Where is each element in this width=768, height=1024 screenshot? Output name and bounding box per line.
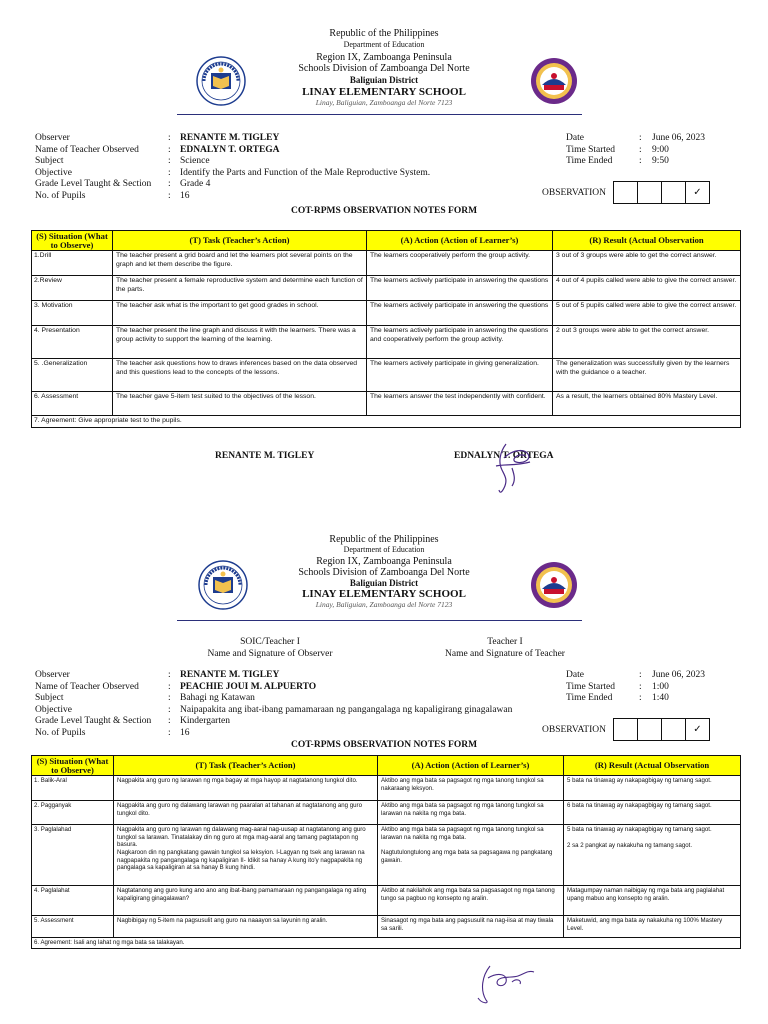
task-header: (T) Task (Teacher’s Action) <box>113 231 367 251</box>
stage-cell: 6. Assessment <box>32 392 113 416</box>
district-line: Baliguian District <box>349 578 419 588</box>
observer-caption <box>180 636 360 660</box>
observation-boxes <box>542 718 710 741</box>
table-row <box>32 825 741 886</box>
observation-box-1[interactable] <box>613 718 638 741</box>
stage-cell: 3. Paglalahad <box>32 825 114 886</box>
republic-line: Republic of the Philippines <box>329 534 439 545</box>
stage-cell: 1.Drill <box>32 251 113 276</box>
subject-value: Science <box>180 156 210 167</box>
action-cell: The learners actively participate in answering the questions and cooperatively perform the group activity. <box>367 326 553 359</box>
task-cell: The teacher ask questions how to draws inferences based on the data observed and this questions lead to the concepts of the lessons. <box>113 359 367 392</box>
pupils-value: 16 <box>180 727 190 738</box>
observer-signature-name: RENANTE M. TIGLEY <box>215 451 315 461</box>
teacher-title: Teacher I <box>487 637 523 647</box>
situation-header: (S) Situation (What to Observe) <box>32 756 114 776</box>
task-cell: The teacher present a grid board and let the learners plot several points on the graph and let them describe the figure. <box>113 251 367 276</box>
result-cell: 3 out of 3 groups were able to get the correct answer. <box>553 251 741 276</box>
school-name: LINAY ELEMENTARY SCHOOL <box>302 86 466 98</box>
objective-value: Identify the Parts and Function of the Male Reproductive System. <box>180 167 431 178</box>
task-paragraph: Nagkaroon din ng pangkatang gawain tungkol sa leksyion. I-Lagyan ng tsek ang larawan na nagpapakita ng pangangalaga ng kapaligiran II- Idikit sa hanay A kung ito'y nagpapakita ng pangalaga sa kapaligiran at sa hanay B kung hindi. <box>117 848 365 872</box>
objective-label: Objective <box>35 704 72 715</box>
school-address: Linay, Baliguian, Zamboanga del Norte 7123 <box>315 600 453 609</box>
action-cell: The learners actively participate in answering the questions <box>367 301 553 326</box>
table-row <box>32 326 741 359</box>
subject-value: Bahagi ng Katawan <box>180 693 255 704</box>
action-header: (A) Action (Action of Learner’s) <box>367 231 553 251</box>
table-header-row <box>32 231 741 251</box>
observation-box-2[interactable] <box>637 181 662 204</box>
date-value: June 06, 2023 <box>652 133 706 143</box>
observation-label: OBSERVATION <box>542 187 606 198</box>
stage-cell: 4. Presentation <box>32 326 113 359</box>
teacher-label: Name of Teacher Observed <box>35 681 139 692</box>
table-row <box>32 276 741 301</box>
pupils-label: No. of Pupils <box>35 190 86 201</box>
table-row <box>32 392 741 416</box>
objective-label: Objective <box>35 167 72 178</box>
time-ended-label: Time Ended <box>566 693 613 704</box>
observation-boxes <box>542 181 710 204</box>
pupils-value: 16 <box>180 190 190 201</box>
deped-seal-icon <box>196 56 246 106</box>
school-address: Linay, Baliguian, Zamboanga del Norte 7123 <box>315 98 453 107</box>
form2-info: Observer : RENANTE M. TIGLEY Name of Teacher Observed : PEACHIE JOUI M. ALPUERTO Subject : Bahagi ng Katawan Objective : Naipapakita ang ibat-ibang pamamaraan ng pangangalaga ng kapaligirang ginagalawan Grade Level Taught & Section : Kindergarten No. of Pupils : 16 <box>35 670 513 738</box>
table-row <box>32 251 741 276</box>
header-rule <box>177 620 582 621</box>
time-ended-label: Time Ended <box>566 156 613 167</box>
grade-label: Grade Level Taught & Section <box>35 179 152 190</box>
task-cell: The teacher present the line graph and discuss it with the learners. There was a group activity to support the learning of the learning. <box>113 326 367 359</box>
form2-title: COT-RPMS OBSERVATION NOTES FORM <box>290 740 478 750</box>
teacher-signature-icon <box>478 440 548 496</box>
region-line: Region IX, Zamboanga Peninsula <box>316 52 452 63</box>
grade-value: Kindergarten <box>180 716 230 727</box>
observation-box-4-checked[interactable]: ✓ <box>685 718 710 741</box>
table-header-row <box>32 756 741 776</box>
form1-title: COT-RPMS OBSERVATION NOTES FORM <box>290 206 478 216</box>
action-cell <box>378 825 564 886</box>
result-paragraph: 5 bata na tinawag ay nakapagbigay ng tamang sagot. <box>567 826 712 834</box>
action-cell: Sinasagot ng mga bata ang pagsusulit na nag-iisa at may tiwala sa sarili. <box>378 916 564 938</box>
agreement-cell: 6. Agreement: Isali ang lahat ng mga bata sa talakayan. <box>32 938 741 949</box>
action-paragraph: Nagtutulongtulong ang mga bata sa pagsagawa ng pangkatang gawain. <box>381 849 553 864</box>
action-header: (A) Action (Action of Learner’s) <box>378 756 564 776</box>
agreement-row <box>32 938 741 949</box>
observer-value: RENANTE M. TIGLEY <box>180 133 280 143</box>
task-cell: Nagbibigay ng 5-item na pagsusulit ang guro na naaayon sa layunin ng aralin. <box>114 916 378 938</box>
teacher-caption <box>420 636 590 660</box>
action-cell: The learners answer the test independently with confident. <box>367 392 553 416</box>
time-started-value: 1:00 <box>652 681 669 692</box>
stage-cell: 5. .Generalization <box>32 359 113 392</box>
task-header: (T) Task (Teacher’s Action) <box>114 756 378 776</box>
observation-box-3[interactable] <box>661 181 686 204</box>
form1-table <box>31 230 741 428</box>
task-cell: The teacher ask what is the important to get good grades in school. <box>113 301 367 326</box>
time-ended-value: 1:40 <box>652 693 669 704</box>
result-cell: 2 out 3 groups were able to get the correct answer. <box>553 326 741 359</box>
stage-cell: 5. Assessment <box>32 916 114 938</box>
time-ended-value: 9:50 <box>652 156 669 167</box>
form1-info: Observer : RENANTE M. TIGLEY Name of Teacher Observed : EDNALYN T. ORTEGA Subject : Science Objective : Identify the Parts and Function of the Male Reproductive System. Grade Level Taught & Section : Grade 4 No. of Pupils : 16 <box>35 133 431 201</box>
table-row <box>32 886 741 916</box>
result-cell: 4 out of 4 pupils called were able to give the correct answer. <box>553 276 741 301</box>
table-row <box>32 801 741 825</box>
pupils-label: No. of Pupils <box>35 727 86 738</box>
task-cell: The teacher gave 5-item test suited to the objectives of the lesson. <box>113 392 367 416</box>
time-started-label: Time Started <box>566 681 615 692</box>
date-label: Date <box>566 133 584 143</box>
table-row <box>32 776 741 801</box>
result-cell: Matagumpay naman naibigay ng mga bata ang paglalahat upang mabuo ang konsepto ng aralin. <box>564 886 741 916</box>
stage-cell: 3. Motivation <box>32 301 113 326</box>
date-value: June 06, 2023 <box>652 670 706 680</box>
date-label: Date <box>566 670 584 680</box>
stage-cell: 2.Review <box>32 276 113 301</box>
result-cell: As a result, the learners obtained 80% Mastery Level. <box>553 392 741 416</box>
teacher-caption-text: Name and Signature of Teacher <box>445 649 565 659</box>
district-line: Baliguian District <box>349 75 419 85</box>
result-cell: 5 bata na tinawag ay nakapagbigay ng tamang sagot. <box>564 776 741 801</box>
school-seal-icon <box>530 561 578 609</box>
teacher-value: PEACHIE JOUI M. ALPUERTO <box>180 681 317 692</box>
result-cell: Maketuwid, ang mga bata ay nakakuha ng 100% Mastery Level. <box>564 916 741 938</box>
observer-label: Observer <box>35 670 70 680</box>
result-cell: 5 out of 5 pupils called were able to give the correct answer. <box>553 301 741 326</box>
header-rule <box>177 114 582 115</box>
task-cell: The teacher present a female reproductive system and determine each function of the parts. <box>113 276 367 301</box>
action-cell: Aktibo at nakilahok ang mga bata sa pagsasagot ng mga tanong tungo sa pagbuo ng konsepto ng aralin. <box>378 886 564 916</box>
republic-line: Republic of the Philippines <box>329 28 439 39</box>
agreement-cell: 7. Agreement: Give appropriate test to the pupils. <box>32 416 741 427</box>
stage-cell: 4. Paglalahat <box>32 886 114 916</box>
division-line: Schools Division of Zamboanga Del Norte <box>298 63 470 74</box>
result-cell <box>564 825 741 886</box>
form2-schedule: Date : June 06, 2023 Time Started : 1:00 Time Ended : 1:40 <box>566 670 706 704</box>
subject-label: Subject <box>35 156 64 167</box>
table-row <box>32 301 741 326</box>
teacher-value: EDNALYN T. ORTEGA <box>180 144 280 155</box>
objective-value: Naipapakita ang ibat-ibang pamamaraan ng pangangalaga ng kapaligirang ginagalawan <box>180 704 513 715</box>
time-started-value: 9:00 <box>652 144 669 155</box>
action-cell: The learners actively participate in answering the questions <box>367 276 553 301</box>
division-line: Schools Division of Zamboanga Del Norte <box>298 567 470 578</box>
action-paragraph: Aktibo ang mga bata sa pagsagot ng mga tanong tungkol sa larawan na nakita ng mga bata. <box>381 826 544 841</box>
observation-box-2[interactable] <box>637 718 662 741</box>
teacher-signature-icon <box>472 958 542 1008</box>
department-line: Department of Education <box>343 545 425 554</box>
situation-header: (S) Situation (What to Observe) <box>32 231 113 251</box>
table-row <box>32 359 741 392</box>
task-cell: Nagtatanong ang guro kung ano ano ang ibat-ibang pamamaraan ng pangangalaga ng ating kapaligirang ginagalawan? <box>114 886 378 916</box>
agreement-row <box>32 416 741 427</box>
task-cell: Nagpakita ang guro ng dalawang larawan ng paaralan at tahanan at nagtatanong ang guro tungkol dito. <box>114 801 378 825</box>
result-header: (R) Result (Actual Observation <box>553 231 741 251</box>
deped-seal-icon <box>198 560 248 610</box>
stage-cell: 1. Balik-Aral <box>32 776 114 801</box>
table-row <box>32 916 741 938</box>
school-seal-icon <box>530 57 578 105</box>
action-cell: The learners cooperatively perform the group activity. <box>367 251 553 276</box>
stage-cell: 2. Pagganyak <box>32 801 114 825</box>
result-header: (R) Result (Actual Observation <box>564 756 741 776</box>
result-cell: 6 bata na tinawag ay nakapagbigay ng tamang sagot. <box>564 801 741 825</box>
task-paragraph: Nagpakita ang guro ng larawan ng dalawang mag-aaral nag-uusap at nagtatanong ang guro tungkol sa larawan. Tinatalakay din ng guro at mga mag-aaral ang tamang pagtatapon ng basura. <box>117 826 366 849</box>
teacher-signature-name: EDNALYN T. ORTEGA <box>454 451 554 461</box>
region-line: Region IX, Zamboanga Peninsula <box>316 556 452 567</box>
form2-table <box>31 755 741 949</box>
action-cell: Aktibo ang mga bata sa pagsagot ng mga tanong tungkol sa larawan na nakita ng mga bata. <box>378 801 564 825</box>
observer-caption-text: Name and Signature of Observer <box>207 649 333 659</box>
grade-value: Grade 4 <box>180 179 211 190</box>
action-cell: Aktibo ang mga bata sa pagsagot ng mga tanong tungkol sa nakaraang leksyon. <box>378 776 564 801</box>
department-line: Department of Education <box>343 40 425 49</box>
observer-label: Observer <box>35 133 70 143</box>
subject-label: Subject <box>35 693 64 704</box>
result-paragraph: 2 sa 2 pangkat ay nakakuha ng tamang sagot. <box>567 841 693 849</box>
result-cell: The generalization was successfully given by the learners with the guidance o a teacher. <box>553 359 741 392</box>
action-cell: The learners actively participate in giving generalization. <box>367 359 553 392</box>
task-cell: Nagpakita ang guro ng larawan ng mga bagay at mga hayop at nagtatanong tungkol dito. <box>114 776 378 801</box>
observation-box-4-checked[interactable]: ✓ <box>685 181 710 204</box>
task-cell <box>114 825 378 886</box>
observation-label: OBSERVATION <box>542 724 606 735</box>
observer-title: SOIC/Teacher I <box>240 637 300 647</box>
observation-box-3[interactable] <box>661 718 686 741</box>
teacher-label: Name of Teacher Observed <box>35 144 139 155</box>
form1-schedule: Date : June 06, 2023 Time Started : 9:00 Time Ended : 9:50 <box>566 133 706 167</box>
school-name: LINAY ELEMENTARY SCHOOL <box>302 588 466 600</box>
time-started-label: Time Started <box>566 144 615 155</box>
observation-box-1[interactable] <box>613 181 638 204</box>
grade-label: Grade Level Taught & Section <box>35 716 152 727</box>
observer-value: RENANTE M. TIGLEY <box>180 670 280 680</box>
